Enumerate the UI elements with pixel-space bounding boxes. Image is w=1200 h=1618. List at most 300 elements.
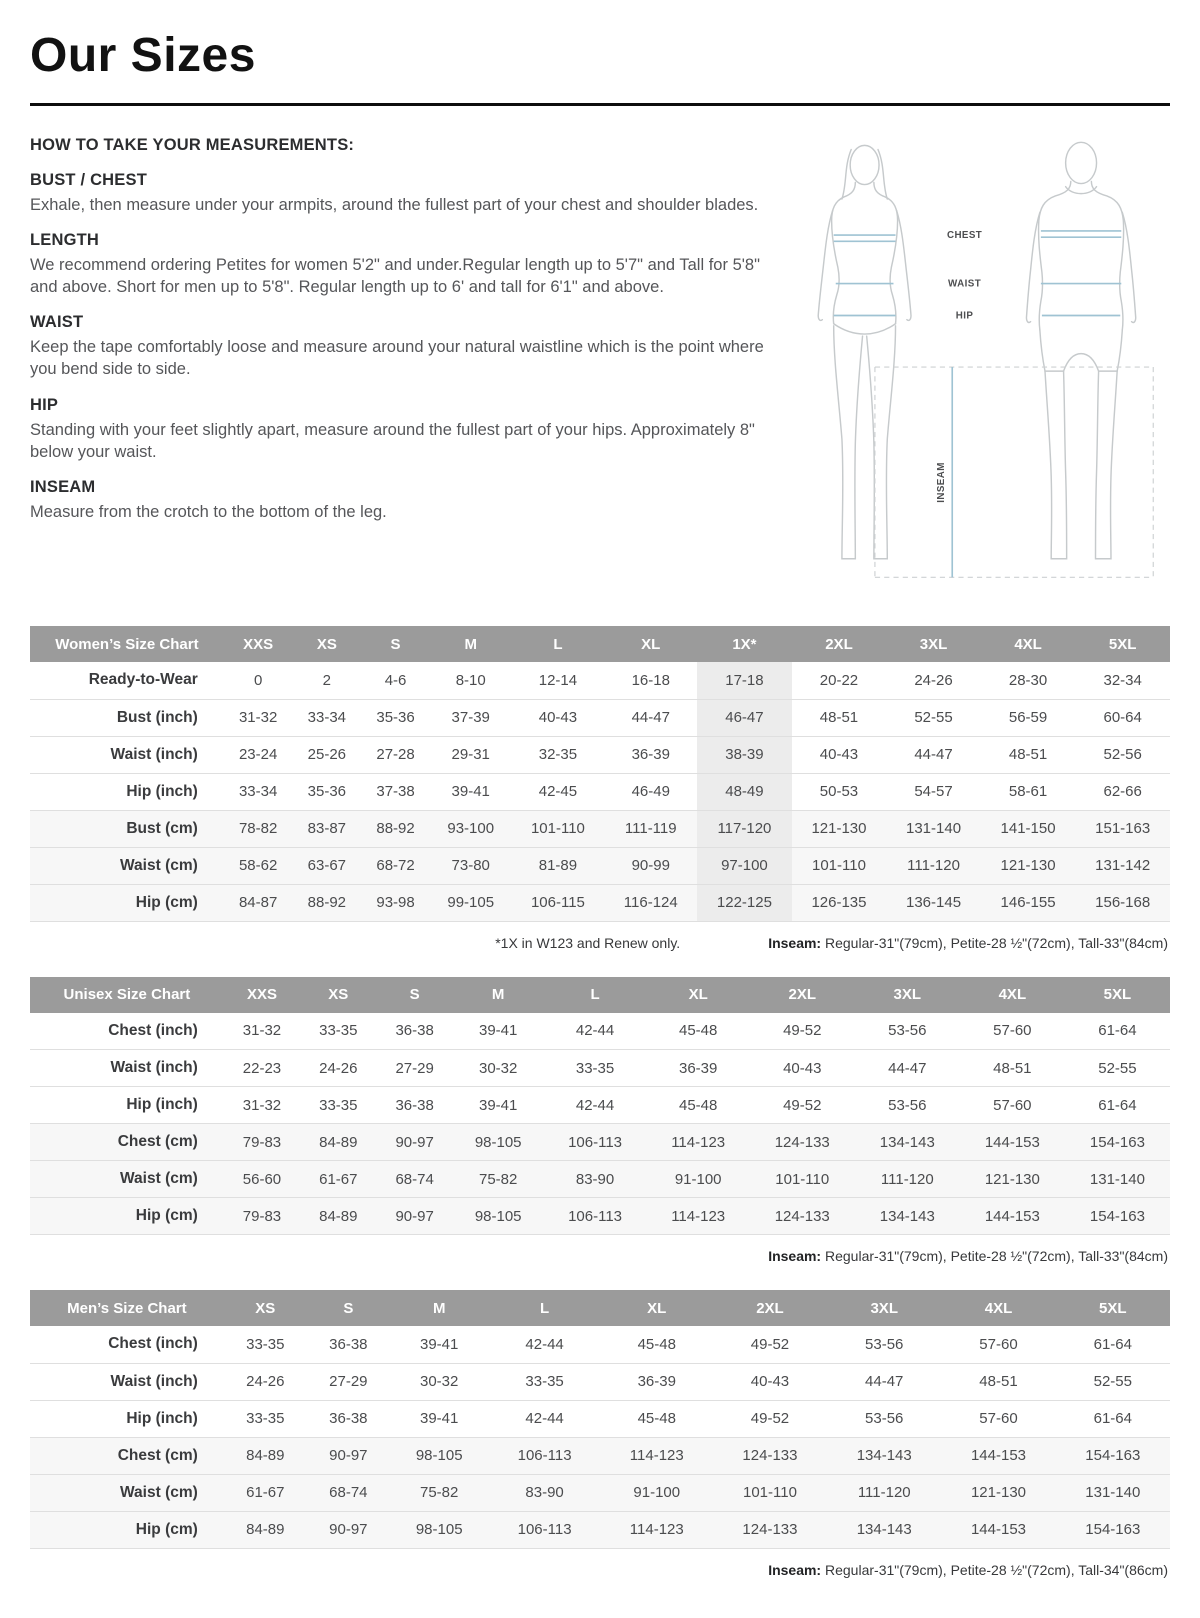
section-title: HIP [30,395,59,414]
size-cell: 68-72 [376,857,415,874]
table-row [30,1363,1170,1400]
size-cell: 91-100 [633,1484,681,1501]
size-column-header: 4XL [941,1290,1055,1326]
section-title: LENGTH [30,231,100,250]
instruction-section-inseam [30,478,772,523]
size-cell: 32-35 [538,746,578,763]
row-label: Ready-to-Wear [88,671,198,689]
size-cell: 141-150 [1000,820,1056,837]
size-cell: 27-29 [329,1373,368,1390]
size-column-header: 2XL [750,977,855,1013]
man-chest-line [1041,231,1121,237]
table-row [30,1161,1170,1198]
size-cell: 144-153 [970,1447,1027,1464]
size-cell: 57-60 [979,1335,1018,1353]
size-cell: 39-41 [420,1410,459,1427]
size-cell: 33-35 [575,1059,615,1077]
woman-chest-line [834,235,896,241]
size-cell: 36-39 [678,1059,718,1077]
size-cell: 73-80 [451,857,490,874]
table-row [30,662,1170,699]
size-cell: 36-38 [329,1335,368,1353]
size-cell: 134-143 [856,1447,912,1464]
size-cell: 57-60 [993,1022,1032,1040]
table-row [30,884,1170,921]
womens-size-chart-section [30,626,1170,951]
header-row [30,626,1170,662]
row-label: Hip (cm) [135,1207,198,1224]
size-column-header: XS [300,977,376,1013]
size-cell: 2 [322,671,332,689]
size-cell: 38-39 [697,736,792,773]
size-cell: 50-53 [819,783,859,800]
instructions-column [30,136,772,538]
size-cell: 35-36 [376,709,415,726]
size-column-header: M [390,1290,489,1326]
size-cell: 61-64 [1093,1335,1132,1353]
size-cell: 134-143 [856,1521,912,1538]
row-label: Chest (cm) [117,1446,198,1464]
size-cell: 124-133 [742,1521,798,1538]
size-cell: 44-47 [865,1373,904,1390]
size-cell: 106-113 [517,1521,572,1538]
section-body: Exhale, then measure under your armpits, around the fullest part of your chest and shoulder blades. [30,196,759,214]
size-column-header: 3XL [855,977,960,1013]
size-column-header: XS [224,1290,307,1326]
size-cell: 46-49 [631,783,670,800]
waist-label: WAIST [948,278,982,290]
size-cell: 45-48 [678,1096,718,1114]
man-figure [1026,142,1135,558]
size-cell: 54-57 [914,783,953,800]
table-row [30,773,1170,810]
size-cell: 83-87 [307,820,347,837]
table-row [30,1511,1170,1548]
size-cell: 154-163 [1085,1521,1141,1538]
size-cell: 40-43 [783,1059,822,1077]
size-cell: 78-82 [238,820,278,837]
row-label: Hip (inch) [126,1409,198,1427]
size-cell: 111-119 [624,820,677,837]
size-cell: 36-39 [637,1373,676,1390]
size-cell: 61-67 [319,1170,358,1188]
size-cell: 53-56 [888,1096,927,1114]
table-row [30,1050,1170,1087]
size-cell: 98-105 [415,1521,463,1538]
inseam-note-label: Inseam: [768,1561,822,1578]
inseam-note-label: Inseam: [768,934,822,951]
size-cell: 154-163 [1089,1207,1145,1225]
size-cell: 144-153 [970,1521,1027,1538]
size-cell: 101-110 [742,1484,797,1501]
size-cell: 124-133 [774,1207,830,1225]
size-cell: 98-105 [415,1447,463,1464]
size-cell: 75-82 [478,1170,518,1188]
size-cell: 144-153 [984,1133,1040,1151]
size-cell: 33-35 [319,1022,358,1040]
size-cell: 61-64 [1098,1096,1137,1114]
size-column-header: L [512,626,605,662]
size-cell: 31-32 [242,1022,282,1040]
instruction-section-waist [30,313,772,380]
size-cell: 30-32 [420,1373,459,1390]
footnote-1x: *1X in W123 and Renew only. [495,934,681,951]
size-column-header: L [544,977,647,1013]
size-cell: 93-100 [447,820,495,837]
size-cell: 98-105 [474,1133,522,1151]
size-cell: 91-100 [674,1170,722,1188]
table-row [30,1087,1170,1124]
size-cell: 33-35 [319,1096,358,1114]
table-row [30,810,1170,847]
size-cell: 111-120 [857,1484,911,1501]
row-label: Waist (inch) [110,745,198,763]
hip-label: HIP [955,310,974,322]
size-cell: 114-123 [671,1207,726,1225]
size-cell: 84-89 [246,1521,285,1538]
row-label: Chest (inch) [108,1021,198,1039]
size-cell: 45-48 [678,1022,718,1040]
size-cell: 42-45 [538,783,578,800]
size-cell: 98-105 [474,1207,522,1225]
size-column-header: XXS [224,977,300,1013]
size-cell: 52-55 [1093,1373,1132,1390]
size-cell: 124-133 [774,1133,830,1151]
size-column-header: 5XL [1056,1290,1170,1326]
size-cell: 131-142 [1095,857,1151,874]
size-column-header: 2XL [792,626,887,662]
size-cell: 117-120 [697,810,792,847]
size-cell: 30-32 [478,1059,518,1077]
inseam-note-text: Regular-31"(79cm), Petite-28 ½"(72cm), Tall-33"(84cm) [821,1248,1168,1264]
size-column-header: M [430,626,512,662]
how-to-heading: HOW TO TAKE YOUR MEASUREMENTS: [30,136,355,154]
row-label: Chest (inch) [108,1335,198,1353]
chart-title: Men’s Size Chart [30,1290,224,1326]
size-cell: 49-52 [783,1096,822,1114]
size-cell: 79-83 [242,1133,282,1151]
size-cell: 27-28 [376,746,415,763]
size-cell: 46-47 [697,699,792,736]
size-column-header: S [307,1290,390,1326]
size-cell: 48-49 [697,773,792,810]
size-column-header: 3XL [886,626,981,662]
size-column-header: XXS [224,626,293,662]
section-body: Keep the tape comfortably loose and measure around your natural waistline which is the point where you bend side to side. [30,338,764,379]
table-footnotes [32,1248,1168,1264]
table-row [30,1474,1170,1511]
page-title: Our Sizes [30,29,256,82]
size-cell: 52-56 [1103,746,1142,763]
size-cell: 49-52 [783,1022,822,1040]
figure-labels [936,230,982,503]
size-column-header: 5XL [1065,977,1170,1013]
table-footnotes [32,935,1168,951]
size-column-header: XS [293,626,362,662]
table-row [30,847,1170,884]
size-column-header: M [453,977,544,1013]
table-row [30,1013,1170,1050]
size-cell: 106-113 [568,1133,623,1151]
size-cell: 84-89 [319,1207,358,1225]
size-column-header: 4XL [981,626,1076,662]
row-label: Waist (cm) [120,856,198,874]
size-cell: 122-125 [697,884,792,921]
table-row [30,1437,1170,1474]
size-cell: 42-44 [525,1335,564,1353]
size-cell: 61-64 [1098,1022,1137,1040]
size-cell: 31-32 [242,1096,282,1114]
size-cell: 84-89 [319,1133,358,1151]
instruction-section-bust-chest [30,171,772,216]
size-cell: 52-55 [1098,1059,1137,1077]
mens-size-chart-table [30,1290,1170,1549]
size-cell: 36-38 [329,1410,368,1427]
table-footnotes [32,1562,1168,1578]
row-label: Bust (inch) [116,708,198,726]
size-cell: 0 [253,671,263,689]
size-cell: 136-145 [905,894,962,911]
inseam-note [768,1248,1168,1264]
size-column-header: L [489,1290,601,1326]
size-cell: 90-97 [329,1521,368,1538]
header-row [30,1290,1170,1326]
size-cell: 28-30 [1008,671,1048,689]
size-cell: 60-64 [1103,709,1142,726]
size-cell: 40-43 [538,709,578,726]
size-cell: 114-123 [629,1521,684,1538]
size-cell: 121-130 [811,820,867,837]
size-cell: 134-143 [879,1133,935,1151]
size-cell: 156-168 [1095,894,1151,911]
size-cell: 144-153 [984,1207,1040,1225]
size-cell: 42-44 [575,1022,615,1040]
size-column-header: 1X* [697,626,792,662]
size-cell: 134-143 [879,1207,935,1225]
size-cell: 49-52 [750,1335,790,1353]
size-cell: 83-90 [575,1170,615,1188]
size-cell: 68-74 [329,1484,368,1501]
size-cell: 48-51 [993,1059,1032,1077]
size-cell: 24-26 [246,1373,285,1390]
size-cell: 90-97 [395,1207,434,1225]
size-cell: 146-155 [1000,894,1056,911]
inseam-note-text: Regular-31"(79cm), Petite-28 ½"(72cm), Tall-33"(84cm) [821,934,1168,951]
size-cell: 126-135 [811,894,867,911]
size-cell: 151-163 [1095,820,1151,837]
size-cell: 62-66 [1103,783,1142,800]
size-cell: 27-29 [395,1059,434,1077]
size-column-header: XL [601,1290,713,1326]
inseam-note-label: Inseam: [768,1248,822,1264]
size-cell: 68-74 [395,1170,434,1188]
size-cell: 121-130 [970,1484,1027,1501]
size-cell: 44-47 [914,746,953,763]
instruction-section-hip [30,396,772,463]
size-cell: 31-32 [238,709,278,726]
size-cell: 37-38 [376,783,415,800]
row-label: Waist (inch) [110,1372,198,1390]
size-cell: 61-64 [1093,1410,1132,1427]
size-cell: 25-26 [307,746,347,763]
size-cell: 114-123 [629,1447,684,1464]
size-cell: 49-52 [750,1410,790,1427]
row-label: Chest (cm) [117,1133,198,1150]
size-cell: 8-10 [455,671,486,689]
size-cell: 58-62 [238,857,278,874]
size-cell: 48-51 [1008,746,1048,763]
size-column-header: 5XL [1075,626,1170,662]
size-cell: 154-163 [1085,1447,1141,1464]
size-cell: 45-48 [637,1410,676,1427]
chest-label: CHEST [946,230,983,242]
size-cell: 33-34 [238,783,278,800]
size-cell: 33-35 [246,1410,285,1427]
size-column-header: 2XL [713,1290,827,1326]
row-label: Waist (inch) [110,1059,198,1076]
woman-figure [818,145,911,558]
size-cell: 17-18 [697,662,792,699]
size-cell: 154-163 [1089,1133,1145,1151]
table-row [30,1326,1170,1363]
section-body: We recommend ordering Petites for women 5'2" and under.Regular length up to 5'7" and Tall for 5'8" and above. Short for men up to 5'8". Regular length up to 6' and tall for 6'1" and above. [30,256,760,297]
size-cell: 88-92 [307,894,347,911]
inseam-note [768,935,1168,951]
size-column-header: S [376,977,452,1013]
size-cell: 42-44 [575,1096,615,1114]
unisex-size-chart-table [30,977,1170,1236]
row-label: Hip (inch) [126,782,198,800]
size-cell: 45-48 [637,1335,676,1353]
size-cell: 33-34 [307,709,347,726]
size-cell: 29-31 [451,746,490,763]
size-cell: 58-61 [1008,783,1048,800]
row-label: Waist (cm) [120,1483,198,1501]
size-cell: 114-123 [671,1133,726,1151]
size-cell: 121-130 [1000,857,1056,874]
section-title: INSEAM [30,477,96,496]
size-cell: 84-87 [238,894,278,911]
size-cell: 97-100 [697,847,792,884]
mens-size-chart-section [30,1290,1170,1578]
size-cell: 124-133 [742,1447,798,1464]
body-measurement-illustration [787,132,1169,600]
size-cell: 56-60 [242,1170,282,1188]
size-cell: 33-35 [525,1373,564,1390]
size-cell: 32-34 [1103,671,1142,689]
size-cell: 4-6 [384,671,407,689]
size-cell: 111-120 [880,1170,934,1188]
size-cell: 16-18 [631,671,670,689]
title-divider [30,103,1170,106]
table-row [30,699,1170,736]
section-title: WAIST [30,313,84,332]
chart-title: Women’s Size Chart [30,626,224,662]
size-cell: 24-26 [319,1059,358,1077]
size-cell: 48-51 [979,1373,1018,1390]
size-column-header: XL [604,626,697,662]
figure-column [786,132,1170,600]
inseam-note-text: Regular-31"(79cm), Petite-28 ½"(72cm), Tall-34"(86cm) [821,1561,1168,1578]
size-cell: 53-56 [865,1410,904,1427]
size-cell: 48-51 [819,709,859,726]
size-cell: 39-41 [478,1096,518,1114]
table-row [30,736,1170,773]
size-cell: 63-67 [307,857,347,874]
size-cell: 116-124 [623,894,678,911]
size-cell: 111-120 [907,857,960,874]
section-title: BUST / CHEST [30,171,147,189]
row-label: Hip (cm) [135,893,198,911]
size-cell: 52-55 [914,709,953,726]
size-column-header: XL [647,977,750,1013]
size-cell: 90-97 [395,1133,434,1151]
size-cell: 84-89 [246,1447,285,1464]
size-cell: 101-110 [812,857,866,874]
size-cell: 131-140 [905,820,962,837]
section-body: Measure from the crotch to the bottom of the leg. [30,502,387,521]
unisex-size-chart-section [30,977,1170,1265]
size-cell: 40-43 [819,746,859,763]
table-row [30,1124,1170,1161]
size-cell: 33-35 [246,1335,285,1353]
size-column-header: S [361,626,430,662]
size-cell: 101-110 [775,1170,830,1188]
size-cell: 90-99 [631,857,670,874]
inseam-note [768,1562,1168,1578]
size-cell: 121-130 [984,1170,1040,1188]
womens-size-chart-table [30,626,1170,922]
size-cell: 20-22 [819,671,859,689]
row-label: Hip (cm) [135,1520,198,1538]
size-cell: 42-44 [525,1410,564,1427]
instruction-section-length [30,231,772,298]
size-cell: 37-39 [451,709,490,726]
size-cell: 39-41 [451,783,490,800]
size-cell: 12-14 [538,671,578,689]
size-cell: 36-39 [631,746,670,763]
size-cell: 90-97 [329,1447,368,1464]
size-cell: 131-140 [1085,1484,1141,1501]
size-cell: 36-38 [395,1096,434,1114]
row-label: Hip (inch) [126,1096,198,1113]
size-cell: 35-36 [307,783,347,800]
chart-title: Unisex Size Chart [30,977,224,1013]
size-cell: 93-98 [376,894,415,911]
size-cell: 36-38 [395,1022,434,1040]
size-cell: 53-56 [865,1335,904,1353]
size-cell: 23-24 [238,746,278,763]
size-cell: 106-113 [517,1447,572,1464]
size-cell: 56-59 [1008,709,1048,726]
size-cell: 57-60 [993,1096,1032,1114]
size-cell: 101-110 [530,820,585,837]
header-row [30,977,1170,1013]
size-cell: 53-56 [888,1022,927,1040]
size-cell: 44-47 [888,1059,927,1077]
size-cell: 24-26 [914,671,953,689]
size-cell: 79-83 [242,1207,282,1225]
row-label: Bust (cm) [126,819,198,837]
size-cell: 39-41 [420,1335,459,1353]
size-cell: 83-90 [525,1484,564,1501]
size-cell: 40-43 [750,1373,790,1390]
row-label: Waist (cm) [120,1170,198,1187]
size-cell: 106-115 [530,894,585,911]
size-cell: 131-140 [1089,1170,1145,1188]
size-cell: 22-23 [242,1059,282,1077]
size-cell: 81-89 [538,857,578,874]
